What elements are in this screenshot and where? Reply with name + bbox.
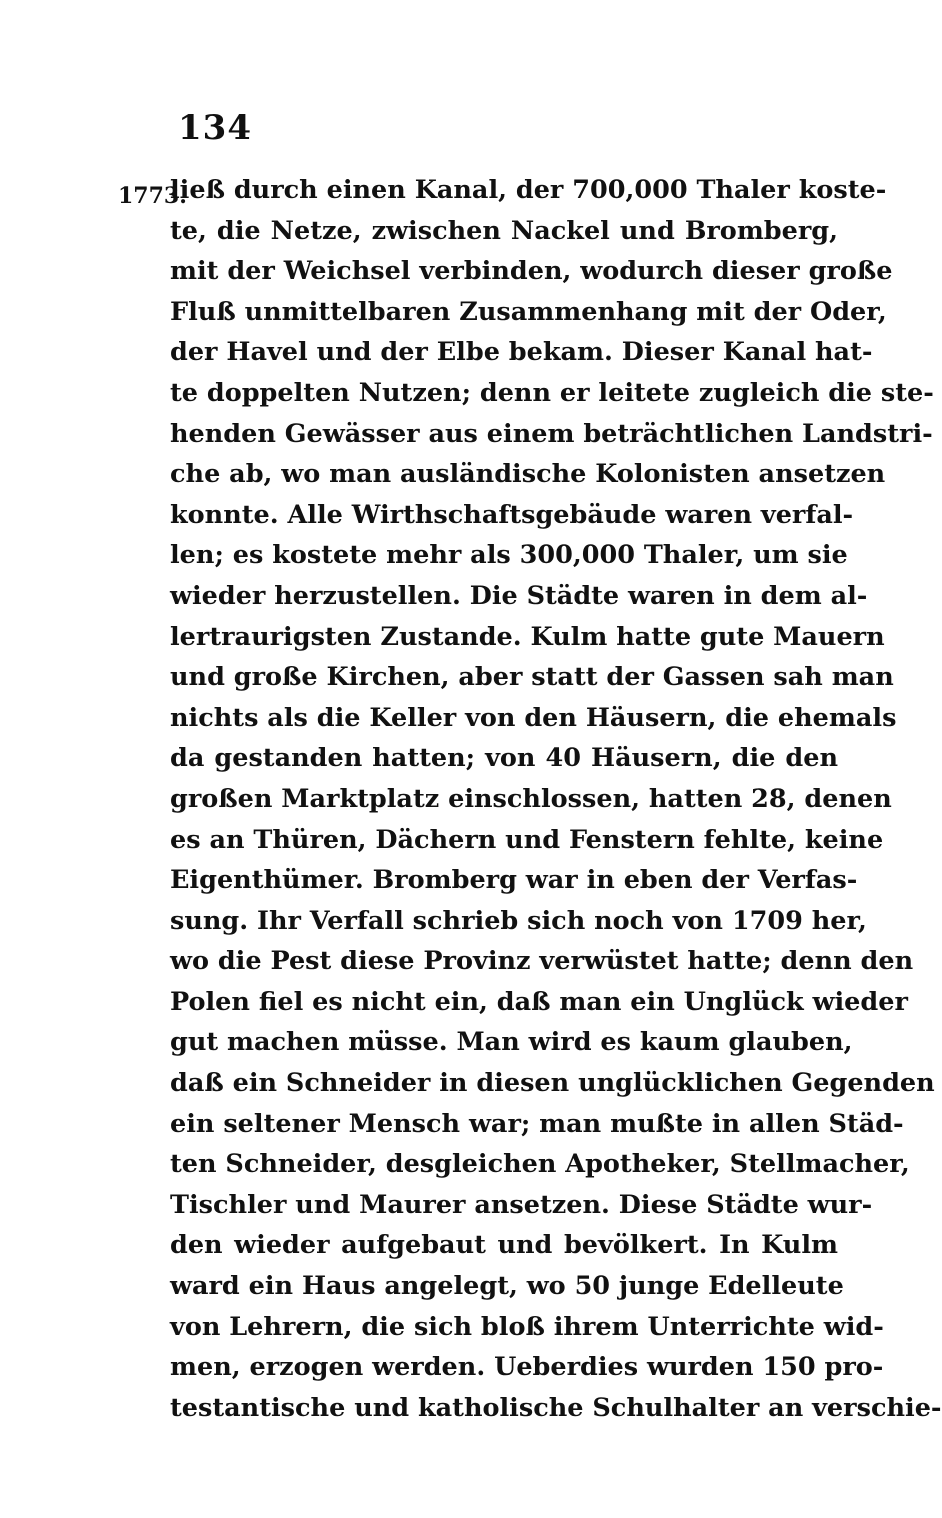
text-line: und große Kirchen, aber statt der Gassen sah man	[170, 662, 894, 693]
text-line: da gestanden hatten; von 40 Häusern, die den	[170, 743, 838, 774]
text-line: te doppelten Nutzen; denn er leitete zugleich die ste-	[170, 377, 934, 408]
text-line: ließ durch einen Kanal, der 700,000 Thaler koste-	[170, 175, 887, 205]
body-text	[170, 170, 942, 1428]
text-line: henden Gewässer aus einem beträchtlichen Landstri-	[170, 418, 933, 449]
text-line: che ab, wo man ausländische Kolonisten ansetzen	[170, 459, 886, 490]
text-line: ward ein Haus angelegt, wo 50 junge Edelleute	[170, 1271, 844, 1302]
text-line: Tischler und Maurer ansetzen. Diese Städte wur-	[170, 1189, 873, 1220]
text-line: testantische und katholische Schulhalter an verschie-	[170, 1392, 942, 1423]
text-line: wo die Pest diese Provinz verwüstet hatte; denn den	[170, 946, 914, 977]
text-line: lertraurigsten Zustande. Kulm hatte gute Mauern	[170, 621, 885, 652]
text-line: men, erzogen werden. Ueberdies wurden 150 pro-	[170, 1352, 884, 1383]
text-line: Polen fiel es nicht ein, daß man ein Unglück wieder	[170, 986, 908, 1017]
text-line: Eigenthümer. Bromberg war in eben der Verfas-	[170, 865, 858, 896]
text-line: ten Schneider, desgleichen Apotheker, Stellmacher,	[170, 1149, 910, 1180]
text-line: wieder herzustellen. Die Städte waren in dem al-	[170, 580, 868, 611]
text-line: der Havel und der Elbe bekam. Dieser Kanal hat-	[170, 337, 873, 368]
page-number: 134	[178, 108, 252, 148]
text-line: ein seltener Mensch war; man mußte in allen Städ-	[170, 1108, 904, 1139]
text-line: konnte. Alle Wirthschaftsgebäude waren verfal-	[170, 499, 854, 530]
text-line: len; es kostete mehr als 300,000 Thaler, um sie	[170, 540, 848, 571]
text-line: von Lehrern, die sich bloß ihrem Unterrichte wid-	[170, 1311, 884, 1342]
text-line: daß ein Schneider in diesen unglücklichen Gegenden	[170, 1068, 935, 1099]
text-line: te, die Netze, zwischen Nackel und Bromberg,	[170, 215, 838, 246]
text-line: gut machen müsse. Man wird es kaum glauben,	[170, 1027, 853, 1058]
text-line: Fluß unmittelbaren Zusammenhang mit der Oder,	[170, 296, 887, 327]
text-line: mit der Weichsel verbinden, wodurch dieser große	[170, 256, 893, 287]
text-line: sung. Ihr Verfall schrieb sich noch von 1709 her,	[170, 905, 867, 936]
text-line: es an Thüren, Dächern und Fenstern fehlte, keine	[170, 824, 884, 855]
margin-year-note: 1773.	[118, 183, 187, 209]
text-line: nichts als die Keller von den Häusern, die ehemals	[170, 702, 897, 733]
text-line: großen Marktplatz einschlossen, hatten 28, denen	[170, 783, 892, 814]
text-line: den wieder aufgebaut und bevölkert. In Kulm	[170, 1230, 838, 1261]
